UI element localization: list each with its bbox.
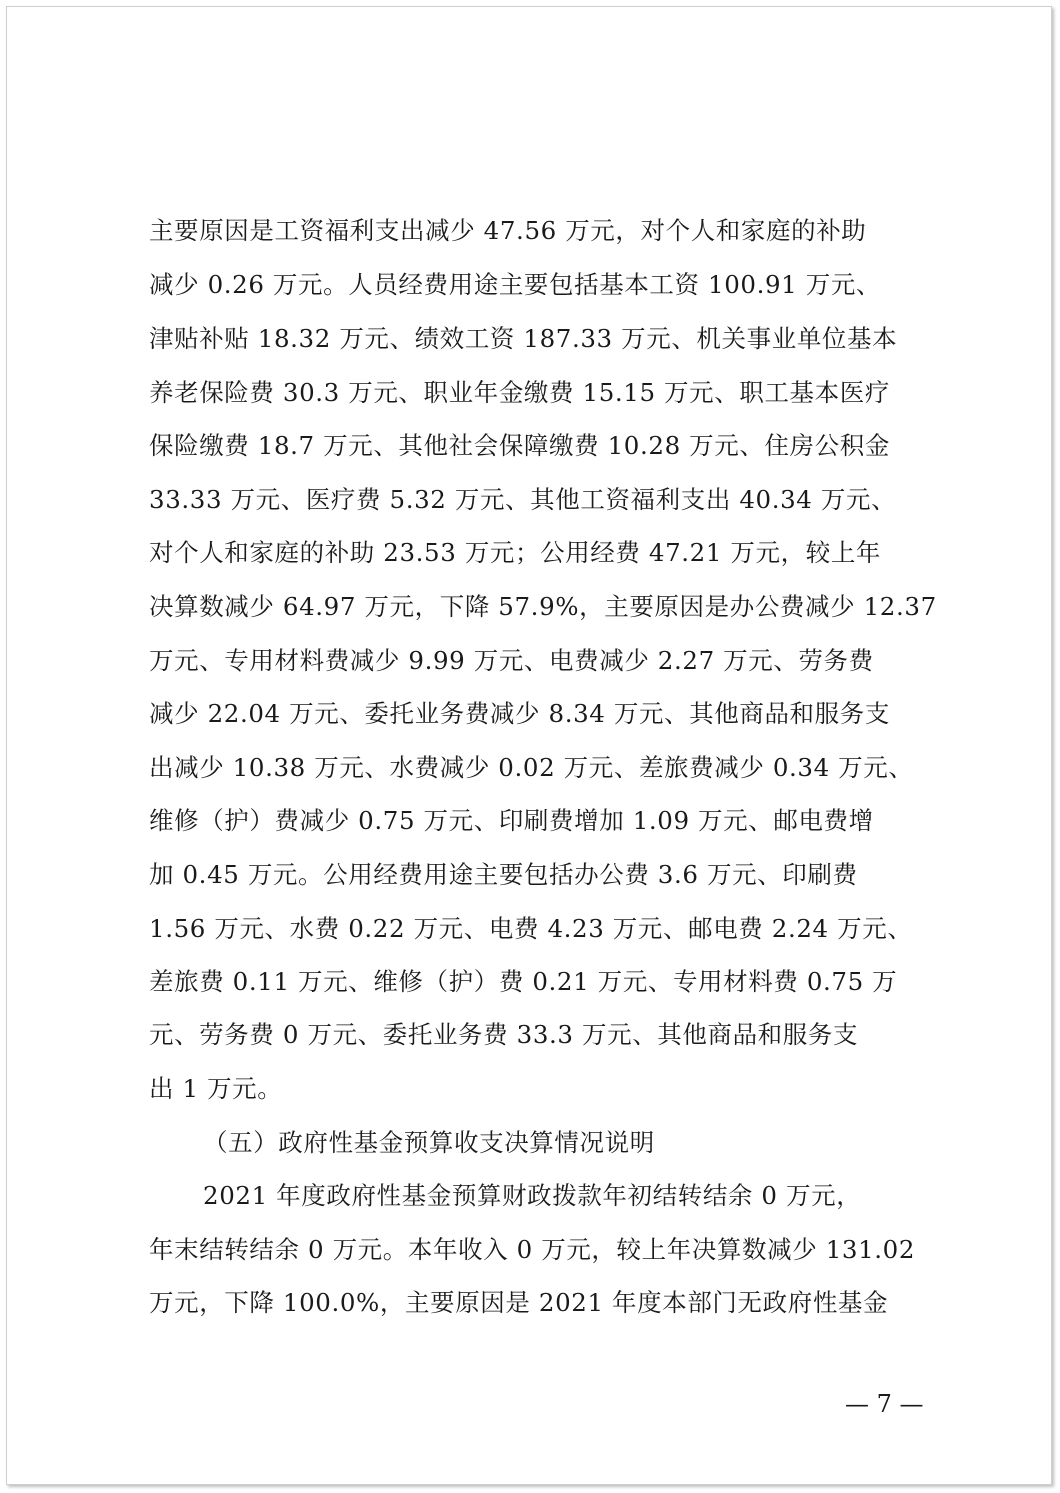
section-line-1: 2021 年度政府性基金预算财政拨款年初结转结余 0 万元，	[203, 1181, 862, 1210]
body-line-16: 元、劳务费 0 万元、委托业务费 33.3 万元、其他商品和服务支	[149, 1020, 859, 1049]
body-line-6: 33.33 万元、医疗费 5.32 万元、其他工资福利支出 40.34 万元、	[149, 485, 897, 514]
body-line-2: 减少 0.26 万元。人员经费用途主要包括基本工资 100.91 万元、	[149, 270, 882, 299]
body-line-17: 出 1 万元。	[149, 1074, 283, 1103]
body-line-15: 差旅费 0.11 万元、维修（护）费 0.21 万元、专用材料费 0.75 万	[149, 967, 898, 996]
body-line-11: 出减少 10.38 万元、水费减少 0.02 万元、差旅费减少 0.34 万元、	[149, 753, 914, 782]
page-number: — 7 —	[845, 1390, 924, 1418]
body-line-8: 决算数减少 64.97 万元，下降 57.9%，主要原因是办公费减少 12.37	[149, 592, 937, 621]
body-line-5: 保险缴费 18.7 万元、其他社会保障缴费 10.28 万元、住房公积金	[149, 431, 890, 460]
document-page	[6, 6, 1052, 1485]
body-line-4: 养老保险费 30.3 万元、职业年金缴费 15.15 万元、职工基本医疗	[149, 378, 890, 407]
body-line-12: 维修（护）费减少 0.75 万元、印刷费增加 1.09 万元、邮电费增	[149, 806, 874, 835]
body-line-10: 减少 22.04 万元、委托业务费减少 8.34 万元、其他商品和服务支	[149, 699, 890, 728]
body-line-7: 对个人和家庭的补助 23.53 万元；公用经费 47.21 万元，较上年	[149, 538, 882, 567]
section-heading: （五）政府性基金预算收支决算情况说明	[203, 1128, 655, 1157]
body-line-14: 1.56 万元、水费 0.22 万元、电费 4.23 万元、邮电费 2.24 万元、	[149, 914, 913, 943]
body-line-13: 加 0.45 万元。公用经费用途主要包括办公费 3.6 万元、印刷费	[149, 860, 858, 889]
section-line-2: 年末结转结余 0 万元。本年收入 0 万元，较上年决算数减少 131.02	[149, 1235, 916, 1264]
body-line-9: 万元、专用材料费减少 9.99 万元、电费减少 2.27 万元、劳务费	[149, 646, 874, 675]
body-line-1: 主要原因是工资福利支出减少 47.56 万元，对个人和家庭的补助	[149, 216, 867, 245]
section-line-3: 万元，下降 100.0%，主要原因是 2021 年度本部门无政府性基金	[149, 1288, 889, 1317]
body-line-3: 津贴补贴 18.32 万元、绩效工资 187.33 万元、机关事业单位基本	[149, 324, 898, 353]
